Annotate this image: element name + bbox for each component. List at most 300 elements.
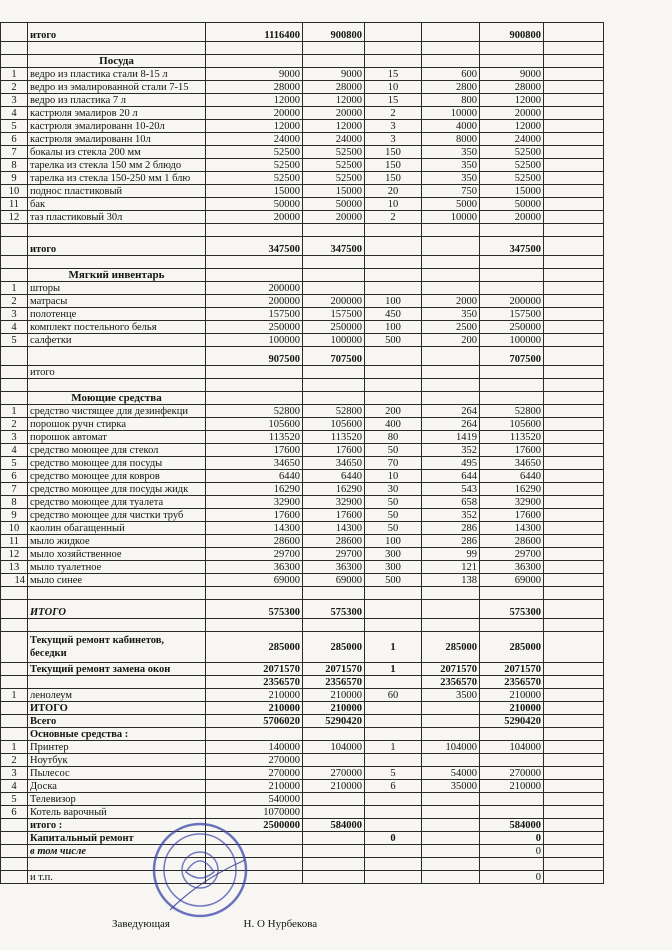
quantity	[365, 702, 422, 715]
quantity: 100	[365, 535, 422, 548]
table-row	[1, 308, 604, 321]
item-name: Капитальный ремонт	[28, 832, 206, 845]
total-amount: 6440	[480, 470, 544, 483]
table-row	[1, 55, 604, 68]
item-name: таз пластиковый 30л	[28, 211, 206, 224]
item-name: ведро из эмалированной стали 7-15	[28, 81, 206, 94]
table-row	[1, 587, 604, 600]
unit-price: 138	[422, 574, 480, 587]
empty-cell	[544, 366, 604, 379]
table-row	[1, 806, 604, 819]
row-number: 1	[1, 282, 28, 295]
empty-cell	[206, 269, 303, 282]
empty-cell	[422, 256, 480, 269]
quantity: 2	[365, 107, 422, 120]
empty-cell	[544, 702, 604, 715]
item-name: Всего	[28, 715, 206, 728]
unit-price	[422, 366, 480, 379]
empty-cell	[544, 120, 604, 133]
table-row	[1, 405, 604, 418]
unit-price: 2500	[422, 321, 480, 334]
row-number	[1, 392, 28, 405]
total-amount: 210000	[480, 702, 544, 715]
total-amount: 0	[480, 871, 544, 884]
unit-price: 352	[422, 444, 480, 457]
total-amount: 14300	[480, 522, 544, 535]
approved-amount	[303, 845, 365, 858]
signature-role: Заведующая	[112, 918, 170, 930]
unit-price	[422, 282, 480, 295]
item-name: Доска	[28, 780, 206, 793]
empty-cell	[544, 496, 604, 509]
empty-cell	[544, 715, 604, 728]
empty-cell	[1, 224, 28, 237]
item-name: Текущий ремонт замена окон	[28, 663, 206, 676]
total-amount: 347500	[480, 237, 544, 256]
row-number	[1, 600, 28, 619]
empty-cell	[544, 211, 604, 224]
total-amount: 12000	[480, 94, 544, 107]
total-amount: 285000	[480, 632, 544, 663]
row-number: 13	[1, 561, 28, 574]
unit-price	[422, 600, 480, 619]
table-row	[1, 715, 604, 728]
row-number: 11	[1, 535, 28, 548]
table-row	[1, 133, 604, 146]
empty-cell	[544, 509, 604, 522]
empty-cell	[303, 619, 365, 632]
table-row	[1, 94, 604, 107]
row-number: 6	[1, 806, 28, 819]
planned-amount: 20000	[206, 107, 303, 120]
row-number: 1	[1, 68, 28, 81]
total-amount: 707500	[480, 347, 544, 366]
unit-price: 121	[422, 561, 480, 574]
approved-amount: 285000	[303, 632, 365, 663]
empty-cell	[544, 845, 604, 858]
table-row	[1, 392, 604, 405]
unit-price: 35000	[422, 780, 480, 793]
item-name: полотенце	[28, 308, 206, 321]
unit-price: 3500	[422, 689, 480, 702]
row-number: 4	[1, 780, 28, 793]
row-number: 4	[1, 444, 28, 457]
quantity: 300	[365, 561, 422, 574]
table-row	[1, 632, 604, 663]
table-row	[1, 702, 604, 715]
approved-amount: 347500	[303, 237, 365, 256]
unit-price	[422, 793, 480, 806]
total-amount: 100000	[480, 334, 544, 347]
approved-amount: 707500	[303, 347, 365, 366]
empty-cell	[544, 224, 604, 237]
approved-amount: 28000	[303, 81, 365, 94]
table-row	[1, 146, 604, 159]
unit-price: 285000	[422, 632, 480, 663]
quantity: 300	[365, 548, 422, 561]
quantity: 3	[365, 133, 422, 146]
empty-cell	[206, 392, 303, 405]
total-amount: 900800	[480, 23, 544, 42]
item-name: ведро из пластика 7 л	[28, 94, 206, 107]
empty-cell	[544, 470, 604, 483]
item-name: мыло синее	[28, 574, 206, 587]
table-row	[1, 663, 604, 676]
total-amount	[480, 754, 544, 767]
table-row	[1, 431, 604, 444]
row-number: 5	[1, 457, 28, 470]
planned-amount: 5706020	[206, 715, 303, 728]
approved-amount: 20000	[303, 211, 365, 224]
planned-amount: 6440	[206, 470, 303, 483]
total-amount: 36300	[480, 561, 544, 574]
empty-cell	[480, 587, 544, 600]
unit-price	[422, 728, 480, 741]
empty-cell	[422, 224, 480, 237]
approved-amount: 105600	[303, 418, 365, 431]
planned-amount: 12000	[206, 94, 303, 107]
total-amount: 52500	[480, 146, 544, 159]
empty-cell	[365, 269, 422, 282]
empty-cell	[544, 81, 604, 94]
total-amount: 0	[480, 845, 544, 858]
seal-stamp	[150, 820, 250, 920]
planned-amount: 270000	[206, 767, 303, 780]
planned-amount: 9000	[206, 68, 303, 81]
row-number: 4	[1, 321, 28, 334]
table-row	[1, 470, 604, 483]
empty-cell	[544, 321, 604, 334]
row-number	[1, 237, 28, 256]
empty-cell	[544, 632, 604, 663]
empty-cell	[28, 224, 206, 237]
table-row	[1, 619, 604, 632]
empty-cell	[544, 663, 604, 676]
approved-amount	[303, 832, 365, 845]
total-amount: 28000	[480, 81, 544, 94]
row-number	[1, 845, 28, 858]
planned-amount: 113520	[206, 431, 303, 444]
row-number	[1, 715, 28, 728]
table-row	[1, 754, 604, 767]
item-name: Ноутбук	[28, 754, 206, 767]
table-row	[1, 211, 604, 224]
empty-cell	[544, 806, 604, 819]
empty-cell	[28, 42, 206, 55]
empty-cell	[422, 55, 480, 68]
approved-amount	[303, 728, 365, 741]
table-row	[1, 832, 604, 845]
total-amount: 210000	[480, 689, 544, 702]
quantity	[365, 237, 422, 256]
row-number	[1, 676, 28, 689]
quantity: 450	[365, 308, 422, 321]
empty-cell	[480, 392, 544, 405]
planned-amount: 52500	[206, 159, 303, 172]
quantity: 3	[365, 120, 422, 133]
item-name: тарелка из стекла 150 мм 2 блюдо	[28, 159, 206, 172]
empty-cell	[544, 269, 604, 282]
item-name: мыло жидкое	[28, 535, 206, 548]
table-row	[1, 676, 604, 689]
planned-amount: 575300	[206, 600, 303, 619]
item-name: средство моющее для посуды	[28, 457, 206, 470]
total-amount	[480, 366, 544, 379]
table-row	[1, 185, 604, 198]
empty-cell	[544, 392, 604, 405]
total-amount: 32900	[480, 496, 544, 509]
row-number	[1, 632, 28, 663]
approved-amount: 2356570	[303, 676, 365, 689]
empty-cell	[28, 256, 206, 269]
item-name: в том числе	[28, 845, 206, 858]
approved-amount: 575300	[303, 600, 365, 619]
quantity: 50	[365, 496, 422, 509]
quantity: 80	[365, 431, 422, 444]
empty-cell	[544, 23, 604, 42]
item-name: ИТОГО	[28, 702, 206, 715]
quantity	[365, 366, 422, 379]
item-name: бокалы из стекла 200 мм	[28, 146, 206, 159]
empty-cell	[544, 600, 604, 619]
item-name: Текущий ремонт кабинетов, беседки	[28, 632, 206, 663]
empty-cell	[303, 858, 365, 871]
unit-price	[422, 845, 480, 858]
empty-cell	[544, 185, 604, 198]
total-amount: 28600	[480, 535, 544, 548]
total-amount: 52800	[480, 405, 544, 418]
row-number: 12	[1, 211, 28, 224]
quantity: 10	[365, 470, 422, 483]
unit-price: 1419	[422, 431, 480, 444]
planned-amount: 52500	[206, 146, 303, 159]
empty-cell	[544, 858, 604, 871]
quantity	[365, 728, 422, 741]
empty-cell	[544, 172, 604, 185]
empty-cell	[365, 224, 422, 237]
quantity	[365, 871, 422, 884]
table-row	[1, 418, 604, 431]
empty-cell	[303, 224, 365, 237]
row-number: 2	[1, 418, 28, 431]
quantity: 150	[365, 172, 422, 185]
table-row	[1, 522, 604, 535]
quantity	[365, 845, 422, 858]
total-amount: 34650	[480, 457, 544, 470]
row-number: 1	[1, 741, 28, 754]
empty-cell	[544, 159, 604, 172]
empty-cell	[544, 198, 604, 211]
item-name: итого	[28, 237, 206, 256]
empty-cell	[544, 457, 604, 470]
approved-amount: 52500	[303, 159, 365, 172]
empty-cell	[544, 133, 604, 146]
item-name: ведро из пластика стали 8-15 л	[28, 68, 206, 81]
approved-amount: 15000	[303, 185, 365, 198]
table-row	[1, 457, 604, 470]
row-number: 6	[1, 133, 28, 146]
planned-amount: 28600	[206, 535, 303, 548]
section-title: Мягкий инвентарь	[28, 269, 206, 282]
empty-cell	[422, 619, 480, 632]
quantity	[365, 282, 422, 295]
planned-amount: 907500	[206, 347, 303, 366]
empty-cell	[544, 68, 604, 81]
empty-cell	[303, 587, 365, 600]
table-row	[1, 741, 604, 754]
row-number	[1, 702, 28, 715]
planned-amount: 347500	[206, 237, 303, 256]
empty-cell	[544, 522, 604, 535]
approved-amount: 200000	[303, 295, 365, 308]
planned-amount: 34650	[206, 457, 303, 470]
empty-cell	[28, 619, 206, 632]
empty-cell	[544, 587, 604, 600]
table-row	[1, 81, 604, 94]
approved-amount: 157500	[303, 308, 365, 321]
approved-amount: 900800	[303, 23, 365, 42]
row-number: 5	[1, 120, 28, 133]
total-amount: 0	[480, 832, 544, 845]
signature-line	[112, 918, 317, 930]
planned-amount: 210000	[206, 689, 303, 702]
row-number: 5	[1, 334, 28, 347]
empty-cell	[544, 418, 604, 431]
item-name: Пылесос	[28, 767, 206, 780]
planned-amount: 210000	[206, 702, 303, 715]
quantity: 10	[365, 81, 422, 94]
empty-cell	[544, 574, 604, 587]
quantity: 1	[365, 663, 422, 676]
planned-amount: 28000	[206, 81, 303, 94]
total-amount: 200000	[480, 295, 544, 308]
empty-cell	[544, 548, 604, 561]
unit-price	[422, 832, 480, 845]
empty-cell	[544, 780, 604, 793]
empty-cell	[1, 379, 28, 392]
planned-amount: 12000	[206, 120, 303, 133]
item-name: матрасы	[28, 295, 206, 308]
unit-price: 350	[422, 172, 480, 185]
item-name: Котель варочный	[28, 806, 206, 819]
approved-amount: 100000	[303, 334, 365, 347]
unit-price: 99	[422, 548, 480, 561]
total-amount: 5290420	[480, 715, 544, 728]
table-row	[1, 444, 604, 457]
table-row	[1, 496, 604, 509]
row-number: 11	[1, 198, 28, 211]
total-amount	[480, 793, 544, 806]
row-number: 12	[1, 548, 28, 561]
quantity: 1	[365, 632, 422, 663]
quantity: 70	[365, 457, 422, 470]
table-row	[1, 561, 604, 574]
unit-price: 644	[422, 470, 480, 483]
unit-price	[422, 702, 480, 715]
quantity: 1	[365, 741, 422, 754]
empty-cell	[422, 392, 480, 405]
planned-amount: 285000	[206, 632, 303, 663]
row-number: 7	[1, 483, 28, 496]
row-number: 8	[1, 496, 28, 509]
unit-price: 800	[422, 94, 480, 107]
quantity	[365, 347, 422, 366]
empty-cell	[480, 55, 544, 68]
row-number: 5	[1, 793, 28, 806]
item-name: каолин обагащенный	[28, 522, 206, 535]
empty-cell	[206, 619, 303, 632]
empty-cell	[544, 832, 604, 845]
unit-price: 543	[422, 483, 480, 496]
approved-amount: 20000	[303, 107, 365, 120]
unit-price	[422, 347, 480, 366]
table-row	[1, 120, 604, 133]
table-row	[1, 42, 604, 55]
unit-price: 2800	[422, 81, 480, 94]
total-amount: 105600	[480, 418, 544, 431]
quantity: 500	[365, 574, 422, 587]
item-name: итого	[28, 23, 206, 42]
row-number: 1	[1, 689, 28, 702]
quantity	[365, 793, 422, 806]
table-row	[1, 793, 604, 806]
quantity: 50	[365, 444, 422, 457]
empty-cell	[544, 871, 604, 884]
empty-cell	[365, 858, 422, 871]
empty-cell	[544, 767, 604, 780]
table-row	[1, 819, 604, 832]
planned-amount: 16290	[206, 483, 303, 496]
item-name: и т.п.	[28, 871, 206, 884]
row-number: 9	[1, 172, 28, 185]
unit-price: 10000	[422, 211, 480, 224]
unit-price: 264	[422, 418, 480, 431]
item-name: мыло туалетное	[28, 561, 206, 574]
empty-cell	[544, 405, 604, 418]
unit-price: 104000	[422, 741, 480, 754]
total-amount: 2356570	[480, 676, 544, 689]
approved-amount: 250000	[303, 321, 365, 334]
approved-amount	[303, 282, 365, 295]
empty-cell	[1, 587, 28, 600]
empty-cell	[544, 237, 604, 256]
approved-amount: 270000	[303, 767, 365, 780]
planned-amount: 14300	[206, 522, 303, 535]
quantity	[365, 819, 422, 832]
empty-cell	[206, 55, 303, 68]
empty-cell	[206, 42, 303, 55]
unit-price: 352	[422, 509, 480, 522]
empty-cell	[544, 308, 604, 321]
empty-cell	[544, 741, 604, 754]
table-row	[1, 366, 604, 379]
planned-amount: 250000	[206, 321, 303, 334]
quantity: 10	[365, 198, 422, 211]
unit-price: 4000	[422, 120, 480, 133]
empty-cell	[544, 444, 604, 457]
row-number: 10	[1, 185, 28, 198]
row-number: 2	[1, 295, 28, 308]
empty-cell	[544, 295, 604, 308]
quantity: 100	[365, 295, 422, 308]
row-number	[1, 832, 28, 845]
empty-cell	[480, 269, 544, 282]
unit-price	[422, 23, 480, 42]
empty-cell	[480, 858, 544, 871]
table-row	[1, 256, 604, 269]
unit-price: 350	[422, 159, 480, 172]
planned-amount: 2500000	[206, 819, 303, 832]
